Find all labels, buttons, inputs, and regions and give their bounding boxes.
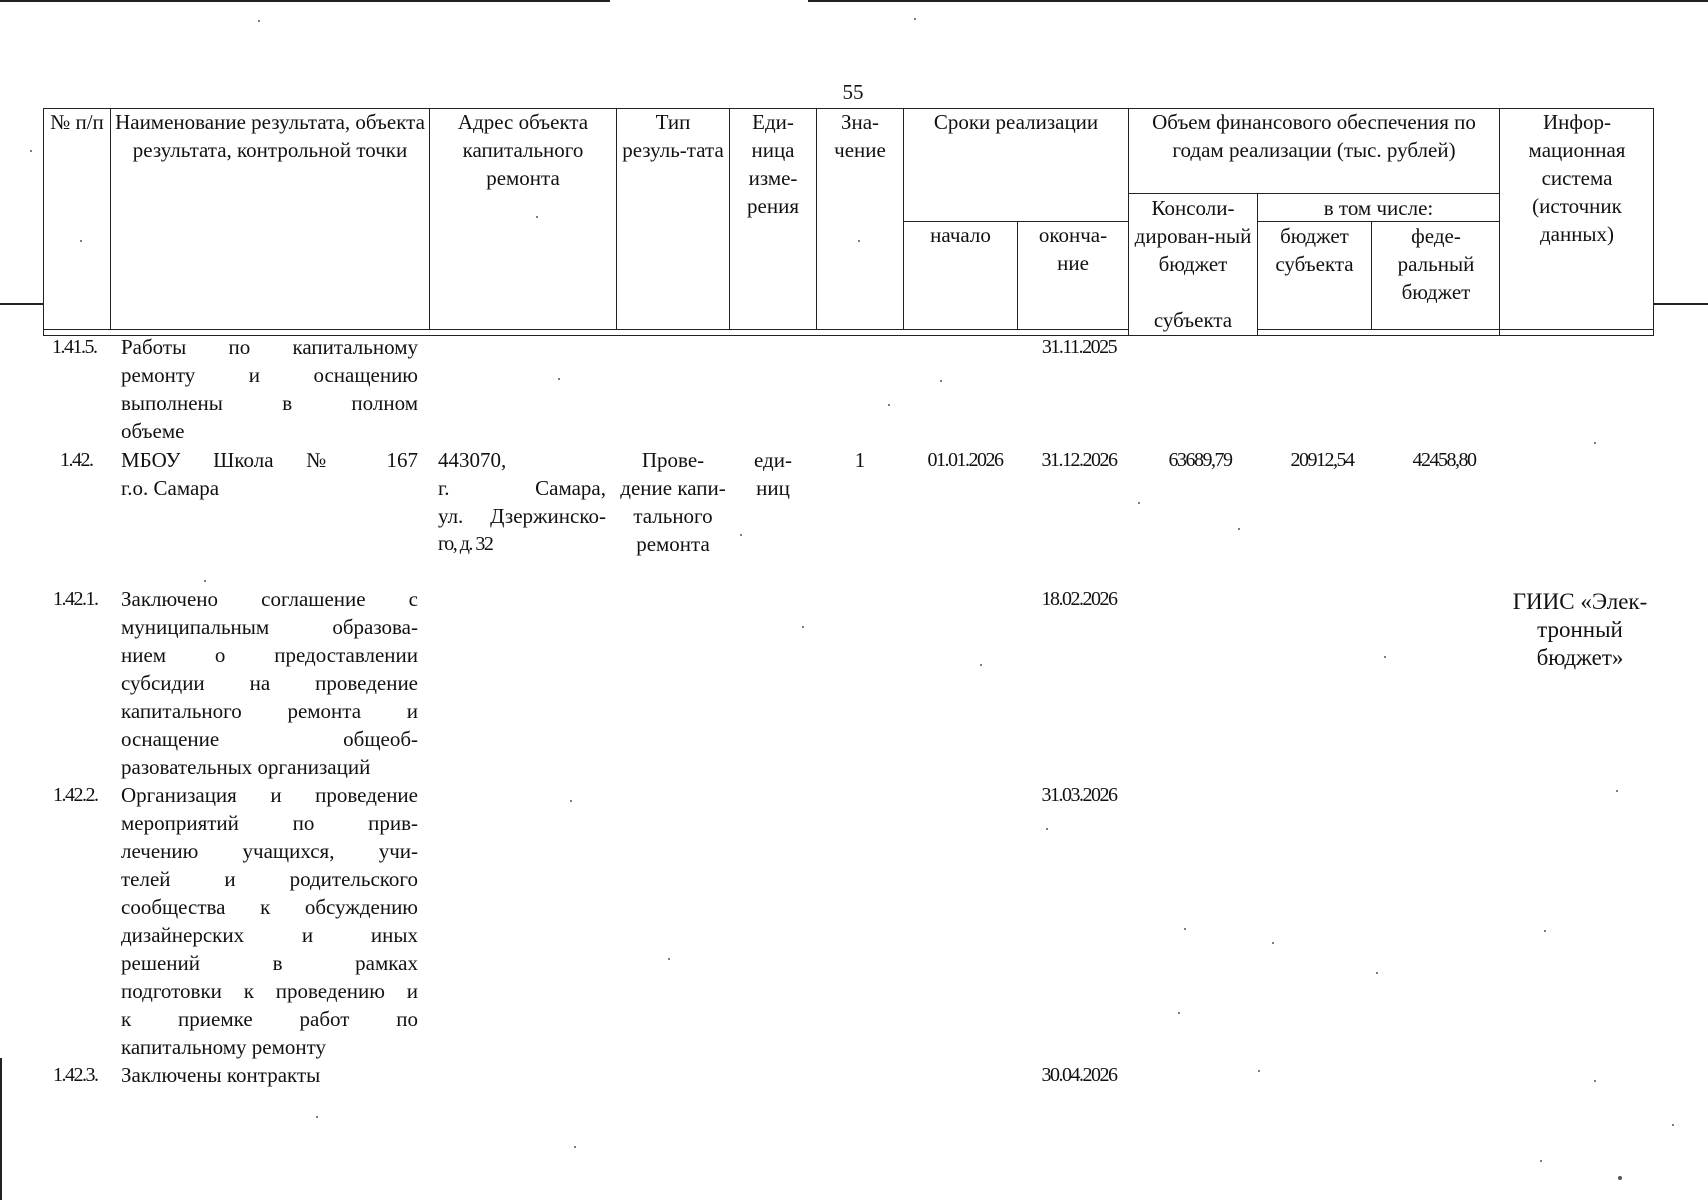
row-end-date: 18.02.2026 bbox=[1041, 588, 1117, 610]
row-type: Прове-дение капи-тального ремонта bbox=[620, 448, 726, 556]
row-unit: еди-ниц bbox=[754, 448, 792, 500]
row-name: Организация и проведение мероприятий по прив- лечению учащихся, учи- телей и родительского сообщества к обсуждению дизайнерских и иных решений в рамках подготовки к проведению и к приемке работ по капитальному ремонту bbox=[121, 783, 418, 1059]
row-number: 1.41.5. bbox=[52, 336, 97, 358]
row-name: Работы по капитальному ремонту и оснащению выполнены в полном объеме bbox=[121, 335, 418, 443]
row-end-date: 31.11.2025 bbox=[1041, 336, 1117, 358]
row-address: 443070, г. Самара, ул. Дзержинско- го, д. 32 bbox=[438, 448, 606, 555]
top-rule-left bbox=[0, 0, 610, 2]
row-info-system: ГИИС «Элек-тронный бюджет» bbox=[1512, 589, 1648, 670]
header-start: начало bbox=[930, 223, 991, 247]
header-subject-budget: бюджет субъекта bbox=[1275, 224, 1354, 276]
row-number: 1.42. bbox=[60, 449, 93, 471]
row-name: МБОУ Школа № 167 г.о. Самара bbox=[121, 448, 418, 500]
row-federal-budget: 42458,80 bbox=[1412, 449, 1476, 471]
header-value: Зна-чение bbox=[834, 110, 886, 162]
header-type: Тип резуль-тата bbox=[622, 110, 724, 162]
row-end-date: 31.03.2026 bbox=[1041, 784, 1117, 806]
row-consolidated: 63689,79 bbox=[1168, 449, 1232, 471]
row-number: 1.42.2. bbox=[53, 784, 98, 806]
header-terms: Сроки реализации bbox=[933, 110, 1099, 134]
side-rule-right bbox=[1654, 303, 1708, 305]
row-end-date: 30.04.2026 bbox=[1041, 1064, 1117, 1086]
header-consolidated-1: Консоли- bbox=[1151, 196, 1235, 220]
header-federal-budget: феде-ральный бюджет bbox=[1397, 224, 1475, 304]
header-name: Наименование результата, объекта результата, контрольной точки bbox=[115, 110, 425, 162]
row-end-date: 31.12.2026 bbox=[1041, 449, 1117, 471]
top-rule-right bbox=[808, 0, 1708, 2]
left-edge-mark bbox=[0, 1058, 2, 1200]
header-col-num bbox=[43, 108, 111, 330]
header-info-system: Инфор-мационная система (источник данных) bbox=[1528, 110, 1626, 246]
header-including: в том числе: bbox=[1323, 196, 1434, 220]
header-end: оконча-ние bbox=[1038, 223, 1108, 275]
header-funding: Объем финансового обеспечения по годам реализации (тыс. рублей) bbox=[1152, 110, 1476, 162]
row-name: Заключено соглашение с муниципальным образова- нием о предоставлении субсидии на проведение капитального ремонта и оснащение общеоб- разовательных организаций bbox=[121, 587, 418, 779]
table-header bbox=[43, 108, 1654, 336]
row-start-date: 01.01.2026 bbox=[927, 449, 1003, 471]
row-number: 1.42.1. bbox=[53, 588, 98, 610]
header-consolidated-3: субъекта bbox=[1153, 308, 1233, 332]
row-name: Заключены контракты bbox=[121, 1063, 321, 1087]
header-address: Адрес объекта капитального ремонта bbox=[457, 110, 589, 190]
header-num: № п/п bbox=[50, 110, 104, 134]
page-number: 55 bbox=[842, 80, 864, 104]
side-rule-left bbox=[0, 303, 43, 305]
header-unit: Еди-ница изме-рения bbox=[747, 110, 799, 218]
row-number: 1.42.3. bbox=[53, 1064, 98, 1086]
row-subject-budget: 20912,54 bbox=[1290, 449, 1354, 471]
row-value: 1 bbox=[854, 448, 866, 472]
header-consolidated-2: дирован-ный бюджет bbox=[1134, 224, 1252, 276]
